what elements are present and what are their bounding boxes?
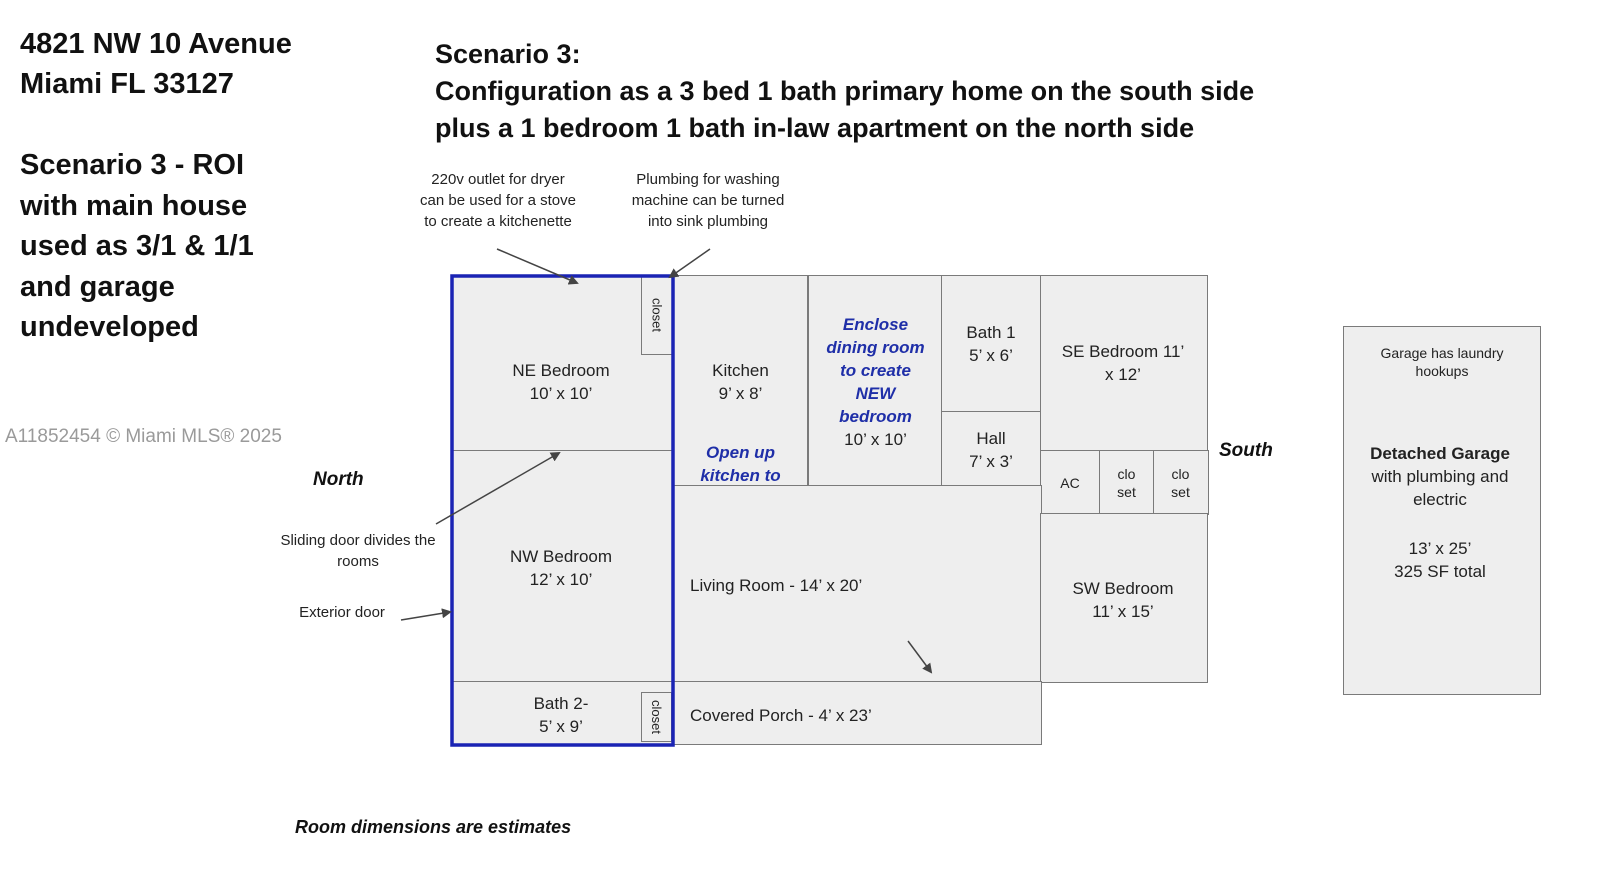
room-name: Bath 1 [966,323,1016,342]
garage-dims: 13’ x 25’ [1408,539,1472,558]
mls-watermark: A11852454 © Miami MLS® 2025 [5,426,282,447]
note-line: rooms [337,553,379,570]
living-room-label: Living Room - 14’ x 20’ [690,576,863,595]
room-dims: 5’ x 9’ [539,717,583,736]
note-line: Garage has laundry [1380,345,1504,361]
note-line: 220v outlet for dryer [431,171,565,188]
note-line: Sliding door divides the [280,532,436,549]
closet-top: closet [641,275,673,355]
room-dims: 12’ x 10’ [529,570,593,589]
note-line: clo [1171,466,1190,482]
scenario-line: with main house [20,189,248,222]
note-line: with plumbing and [1371,467,1509,486]
room-dims: 10’ x 10’ [529,384,593,403]
dryer-arrow [497,249,577,283]
room-name: Kitchen [712,361,769,380]
room-dims: 11’ x 15’ [1092,602,1154,621]
north-label: North [313,469,364,490]
note-line: electric [1413,490,1467,509]
closet-bottom: closet [641,692,672,742]
scenario-line: undeveloped [20,311,199,343]
south-label: South [1219,440,1273,461]
note-line: dining room [826,338,925,357]
note-line: clo [1117,466,1136,482]
room-dims: 9’ x 8’ [718,384,763,403]
note-line: set [1171,484,1190,500]
scenario-header-line-2: plus a 1 bedroom 1 bath in-law apartment on the north side [435,113,1195,143]
scenario-line: used as 3/1 & 1/1 [20,230,254,262]
room-dims: 5’ x 6’ [969,346,1013,365]
scenario-line: and garage [20,270,175,303]
room-dims: 7’ x 3’ [969,452,1013,471]
covered-porch-label: Covered Porch - 4’ x 23’ [690,706,872,725]
note-line: into sink plumbing [647,213,769,230]
address-line-2: Miami FL 33127 [20,68,234,100]
note-line: Open up [706,443,775,462]
address-line-1: 4821 NW 10 Avenue [20,28,292,60]
note-line: machine can be turned [631,192,785,209]
note-line: can be used for a stove [420,192,576,209]
note-line: Enclose [842,315,909,334]
exterior-door-arrow-left [401,612,450,620]
room-name: NE Bedroom [512,361,610,380]
room-name: NW Bedroom [509,547,613,566]
in-law-outline [452,276,673,745]
room-name: SE Bedroom 11’ [1061,342,1185,361]
dining-dims: 10’ x 10’ [844,430,907,449]
scenario-line: Scenario 3 - ROI [20,149,245,181]
scenario-header-title: Scenario 3: [435,39,581,69]
garage-area: 325 SF total [1394,562,1486,581]
note-line: NEW [855,384,896,403]
note-line: to create [840,361,911,380]
note-line: to create a kitchenette [424,213,572,230]
room-name: SW Bedroom [1072,579,1174,598]
note-line: set [1117,484,1136,500]
dimensions-disclaimer: Room dimensions are estimates [295,817,572,837]
garage-title: Detached Garage [1370,444,1510,463]
note-line: kitchen to [700,466,781,485]
exterior-door-note-left: Exterior door [299,604,385,621]
exterior-door-arrow-mid [908,641,931,672]
note-line: hookups [1415,363,1469,379]
plumbing-arrow [670,249,710,277]
scenario-header-line-1: Configuration as a 3 bed 1 bath primary home on the south side [435,76,1255,106]
room-dims: x 12’ [1105,365,1141,384]
room-name: Bath 2- [533,694,589,713]
note-line: Plumbing for washing [636,171,780,188]
ac-label: AC [1060,475,1080,491]
sliding-door-arrow [436,453,559,524]
note-line: bedroom [839,407,912,426]
room-name: Hall [976,429,1006,448]
